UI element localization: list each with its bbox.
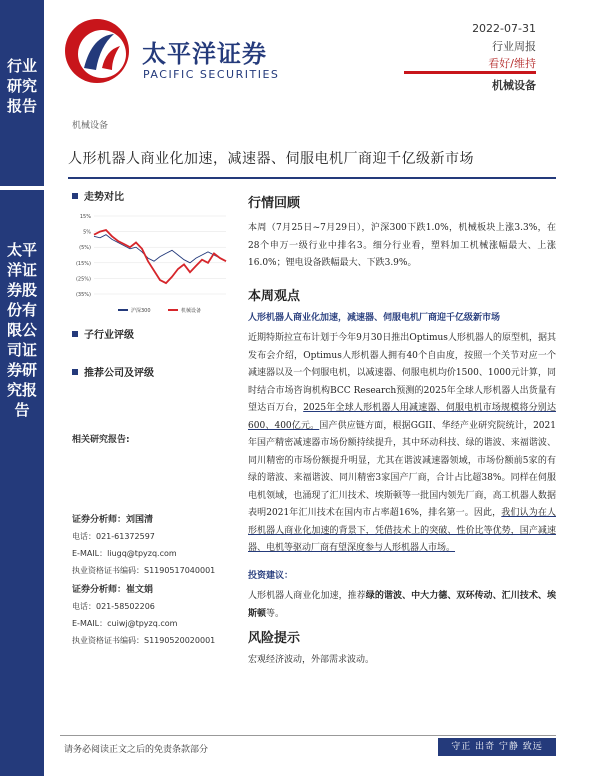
- report-type: 行业周报: [492, 40, 536, 53]
- title-divider: [68, 177, 556, 179]
- analyst-2-name: 证券分析师：崔文娟: [72, 585, 154, 595]
- weekly-view-heading: 本周观点: [248, 289, 301, 304]
- analyst-1-phone: 电话：021-61372597: [72, 532, 155, 541]
- market-review-text: 本周（7月25日~7月29日），沪深300下跌1.0%，机械板块上涨3.3%，在28个申万一级行业中排名3。细分行业看，塑料加工机械涨幅最大、上涨16.0%；锂电设备跌幅最大、下跌3.9%。: [248, 223, 556, 268]
- square-bullet-icon: [72, 369, 78, 375]
- trend-chart: [66, 208, 234, 320]
- analyst-2-email[interactable]: E-MAIL：cuiwj@tpyzq.com: [72, 619, 178, 628]
- company-motto: 守正 出奇 宁静 致远: [438, 738, 556, 756]
- series-line-1: [94, 235, 226, 263]
- recommend-heading: 推荐公司及评级: [72, 364, 154, 379]
- weekly-view-paragraph: 近期特斯拉宣布计划于今年9月30日推出Optimus人形机器人的原型机，据其发布会介绍，Optimus人形机器人拥有40个自由度，按照一个关节对应一个减速器以及一个伺服电机，以减速器、伺服电机均价1500、1000元计算，同时结合市场咨询机构BCC Research预测的2025年全球人形机器人出货量有望达百万台，2025年全球人形机器人用减速器、伺服电机市场规模将分别达600、400亿元。国产供应链方面，根据GGII、华经产业研究院统计，2021年国产精密减速器市场份额持续提升，其中环动科技、绿的谐波、来福谐波、同川精密的市场份额提升明显，尤其在谐波减速器领域，市场份额前5家的有绿的谐波、来福谐波、同川精密3家国产厂商，合计占比超38%。同样在伺服电机领域，也涌现了汇川技术、埃斯顿等一批国内领先厂商，高工机器人数据表明2021年汇川技术在国内市占率超16%，排名第一。因此，我们认为在人形机器人商业化加速的背景下，凭借技术上的突破、性价比等优势，国产减速器、电机等驱动厂商有望深度参与人形机器人市场。: [248, 333, 556, 553]
- report-title: 人形机器人商业化加速，减速器、伺服电机厂商迎千亿级新市场: [68, 151, 474, 167]
- investment-advice-label: 投资建议：: [248, 571, 294, 581]
- brand-name-cn: 太平洋证券: [142, 40, 267, 68]
- market-review-heading: 行情回顾: [248, 196, 301, 211]
- sector-small-label: 机械设备: [72, 121, 109, 131]
- y-tick-label: 15%: [79, 214, 91, 220]
- underlined-conclusion: 我们认为在人形机器人商业化加速的背景下，凭借技术上的突破、性价比等优势，国产减速器、电机等驱动厂商有望深度参与人形机器人市场。: [248, 508, 556, 553]
- footer-divider: [60, 735, 556, 736]
- risk-heading: 风险提示: [248, 631, 301, 646]
- risk-text: 宏观经济波动，外部需求波动。: [248, 655, 375, 665]
- legend-label: 机械设备: [181, 308, 202, 314]
- analyst-1-cert: 执业资格证书编码：S1190517040001: [72, 566, 216, 575]
- square-bullet-icon: [72, 193, 78, 199]
- underlined-forecast: 2025年全球人形机器人用减速器、伺服电机市场规模将分别达600、400亿元。: [248, 403, 556, 431]
- analyst-1-email[interactable]: E-MAIL：liugq@tpyzq.com: [72, 549, 177, 558]
- legend-label: 沪深300: [131, 308, 151, 314]
- y-tick-label: (5%): [79, 245, 91, 252]
- y-tick-label: (25%): [75, 276, 91, 283]
- report-date: 2022-07-31: [472, 22, 536, 35]
- subindustry-heading: 子行业评级: [72, 326, 134, 341]
- sector-label: 机械设备: [492, 79, 536, 92]
- analyst-2-phone: 电话：021-58502206: [72, 602, 155, 611]
- trend-heading: 走势对比: [72, 188, 124, 203]
- related-reports-heading: 相关研究报告:: [72, 435, 130, 445]
- header-accent-line: [404, 71, 536, 74]
- investment-advice-text: 人形机器人商业化加速，推荐绿的谐波、中大力德、双环传动、汇川技术、埃斯顿等。: [248, 591, 556, 619]
- y-tick-label: (35%): [75, 292, 91, 298]
- disclaimer-note: 请务必阅读正文之后的免责条款部分: [64, 745, 209, 755]
- rating-label: 看好/维持: [488, 57, 536, 70]
- y-tick-label: 5%: [83, 229, 91, 236]
- y-tick-label: (15%): [75, 260, 91, 267]
- weekly-view-subtitle: 人形机器人商业化加速，减速器、伺服电机厂商迎千亿级新市场: [248, 313, 501, 323]
- company-logo-icon: [62, 16, 132, 86]
- side-band-top-text: 行业研究报告: [6, 57, 37, 115]
- analyst-2-cert: 执业资格证书编码：S1190520020001: [72, 636, 216, 645]
- square-bullet-icon: [72, 331, 78, 337]
- analyst-1-name: 证券分析师：刘国清: [72, 515, 154, 525]
- side-band-bottom-text: 太平洋证券股份有限公司证券研究报告: [6, 241, 37, 419]
- brand-name-en: PACIFIC SECURITIES: [143, 68, 280, 81]
